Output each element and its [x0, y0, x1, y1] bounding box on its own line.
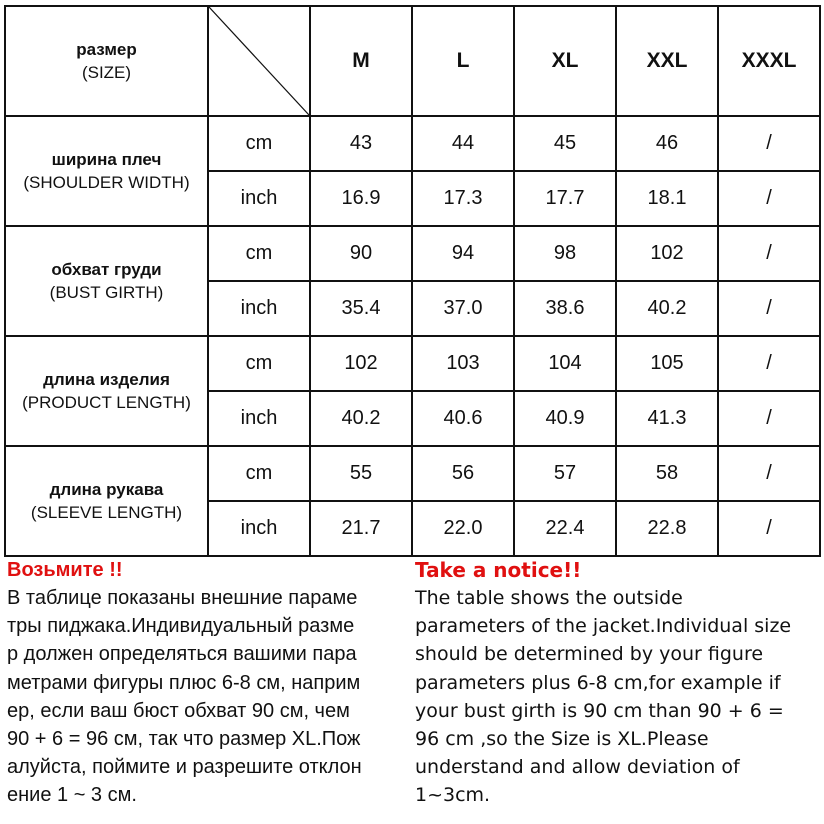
- value-cell: 40.9: [514, 391, 616, 446]
- diagonal-line: [209, 7, 309, 115]
- table-row: [5, 116, 820, 171]
- value-cell: 17.7: [514, 171, 616, 226]
- value-cell: 90: [310, 226, 412, 281]
- unit-cell: cm: [208, 116, 310, 171]
- measurement-label-en: (SLEEVE LENGTH): [30, 503, 183, 522]
- value-cell: /: [718, 446, 820, 501]
- value-cell: 58: [616, 446, 718, 501]
- size-header-xxxl: XXXL: [718, 6, 820, 116]
- value-cell: /: [718, 226, 820, 281]
- value-cell: 40.6: [412, 391, 514, 446]
- value-cell: 105: [616, 336, 718, 391]
- value-cell: 45: [514, 116, 616, 171]
- size-header-xl: XL: [514, 6, 616, 116]
- value-cell: 40.2: [310, 391, 412, 446]
- table-row: [5, 226, 820, 281]
- value-cell: 38.6: [514, 281, 616, 336]
- value-cell: /: [718, 391, 820, 446]
- measurement-label-en: (PRODUCT LENGTH): [22, 393, 191, 412]
- value-cell: 22.0: [412, 501, 514, 556]
- value-cell: 22.8: [616, 501, 718, 556]
- notice-ru: [7, 556, 407, 810]
- value-cell: 43: [310, 116, 412, 171]
- measurement-label-en: (BUST GIRTH): [49, 283, 164, 302]
- value-cell: 21.7: [310, 501, 412, 556]
- measurement-label-ru: ширина плеч: [51, 150, 162, 169]
- value-cell: 102: [616, 226, 718, 281]
- notice-en-title: Take a notice!!: [415, 558, 582, 582]
- value-cell: 16.9: [310, 171, 412, 226]
- size-chart-table: [4, 5, 821, 557]
- unit-cell: inch: [208, 501, 310, 556]
- value-cell: 57: [514, 446, 616, 501]
- size-header-l: L: [412, 6, 514, 116]
- value-cell: 56: [412, 446, 514, 501]
- unit-cell: cm: [208, 226, 310, 281]
- value-cell: /: [718, 171, 820, 226]
- value-cell: 55: [310, 446, 412, 501]
- value-cell: 41.3: [616, 391, 718, 446]
- header-row: [5, 6, 820, 116]
- value-cell: /: [718, 116, 820, 171]
- value-cell: /: [718, 281, 820, 336]
- table-row: [5, 446, 820, 501]
- value-cell: 94: [412, 226, 514, 281]
- size-header-m: M: [310, 6, 412, 116]
- measurement-label-ru: длина изделия: [43, 370, 170, 389]
- value-cell: 98: [514, 226, 616, 281]
- value-cell: 104: [514, 336, 616, 391]
- unit-cell: cm: [208, 446, 310, 501]
- notice-en-body: The table shows the outside parameters of the jacket.Individual size should be determined by your figure parameters plus 6-8 cm,for example if your bust girth is 90 cm than 90 + 6 = 96 cm ,so the Size is XL.Please understand and allow deviation of 1~3cm.: [415, 587, 792, 807]
- value-cell: 46: [616, 116, 718, 171]
- notice-en: [415, 556, 820, 810]
- notice-ru-title: Возьмите !!: [7, 559, 123, 581]
- unit-cell: inch: [208, 281, 310, 336]
- measurement-label-cell: [5, 446, 208, 556]
- table-row: [5, 336, 820, 391]
- measurement-label-en: (SHOULDER WIDTH): [23, 173, 190, 192]
- value-cell: 103: [412, 336, 514, 391]
- value-cell: 35.4: [310, 281, 412, 336]
- measurement-label-ru: длина рукава: [49, 480, 164, 499]
- diagonal-corner-cell: [208, 6, 310, 116]
- unit-cell: cm: [208, 336, 310, 391]
- measurement-label-cell: [5, 116, 208, 226]
- unit-cell: inch: [208, 391, 310, 446]
- value-cell: 22.4: [514, 501, 616, 556]
- value-cell: 40.2: [616, 281, 718, 336]
- value-cell: /: [718, 501, 820, 556]
- measurement-label-ru: обхват груди: [51, 260, 162, 279]
- value-cell: 37.0: [412, 281, 514, 336]
- value-cell: 44: [412, 116, 514, 171]
- size-label-en: (SIZE): [81, 63, 132, 82]
- size-label-cell: [5, 6, 208, 116]
- size-header-xxl: XXL: [616, 6, 718, 116]
- size-label-ru: размер: [76, 40, 137, 59]
- value-cell: 17.3: [412, 171, 514, 226]
- notice-ru-body: В таблице показаны внешние параме тры пиджака.Индивидуальный разме р должен определяться вашими пара метрами фигуры плюс 6-8 см, наприм ер, если ваш бюст обхват 90 см, чем 90 + 6 = 96 см, так что размер XL.Пож алуйста, поймите и разрешите отклон ение 1 ~ 3 см.: [7, 587, 362, 807]
- measurement-label-cell: [5, 336, 208, 446]
- unit-cell: inch: [208, 171, 310, 226]
- measurement-label-cell: [5, 226, 208, 336]
- value-cell: /: [718, 336, 820, 391]
- value-cell: 18.1: [616, 171, 718, 226]
- value-cell: 102: [310, 336, 412, 391]
